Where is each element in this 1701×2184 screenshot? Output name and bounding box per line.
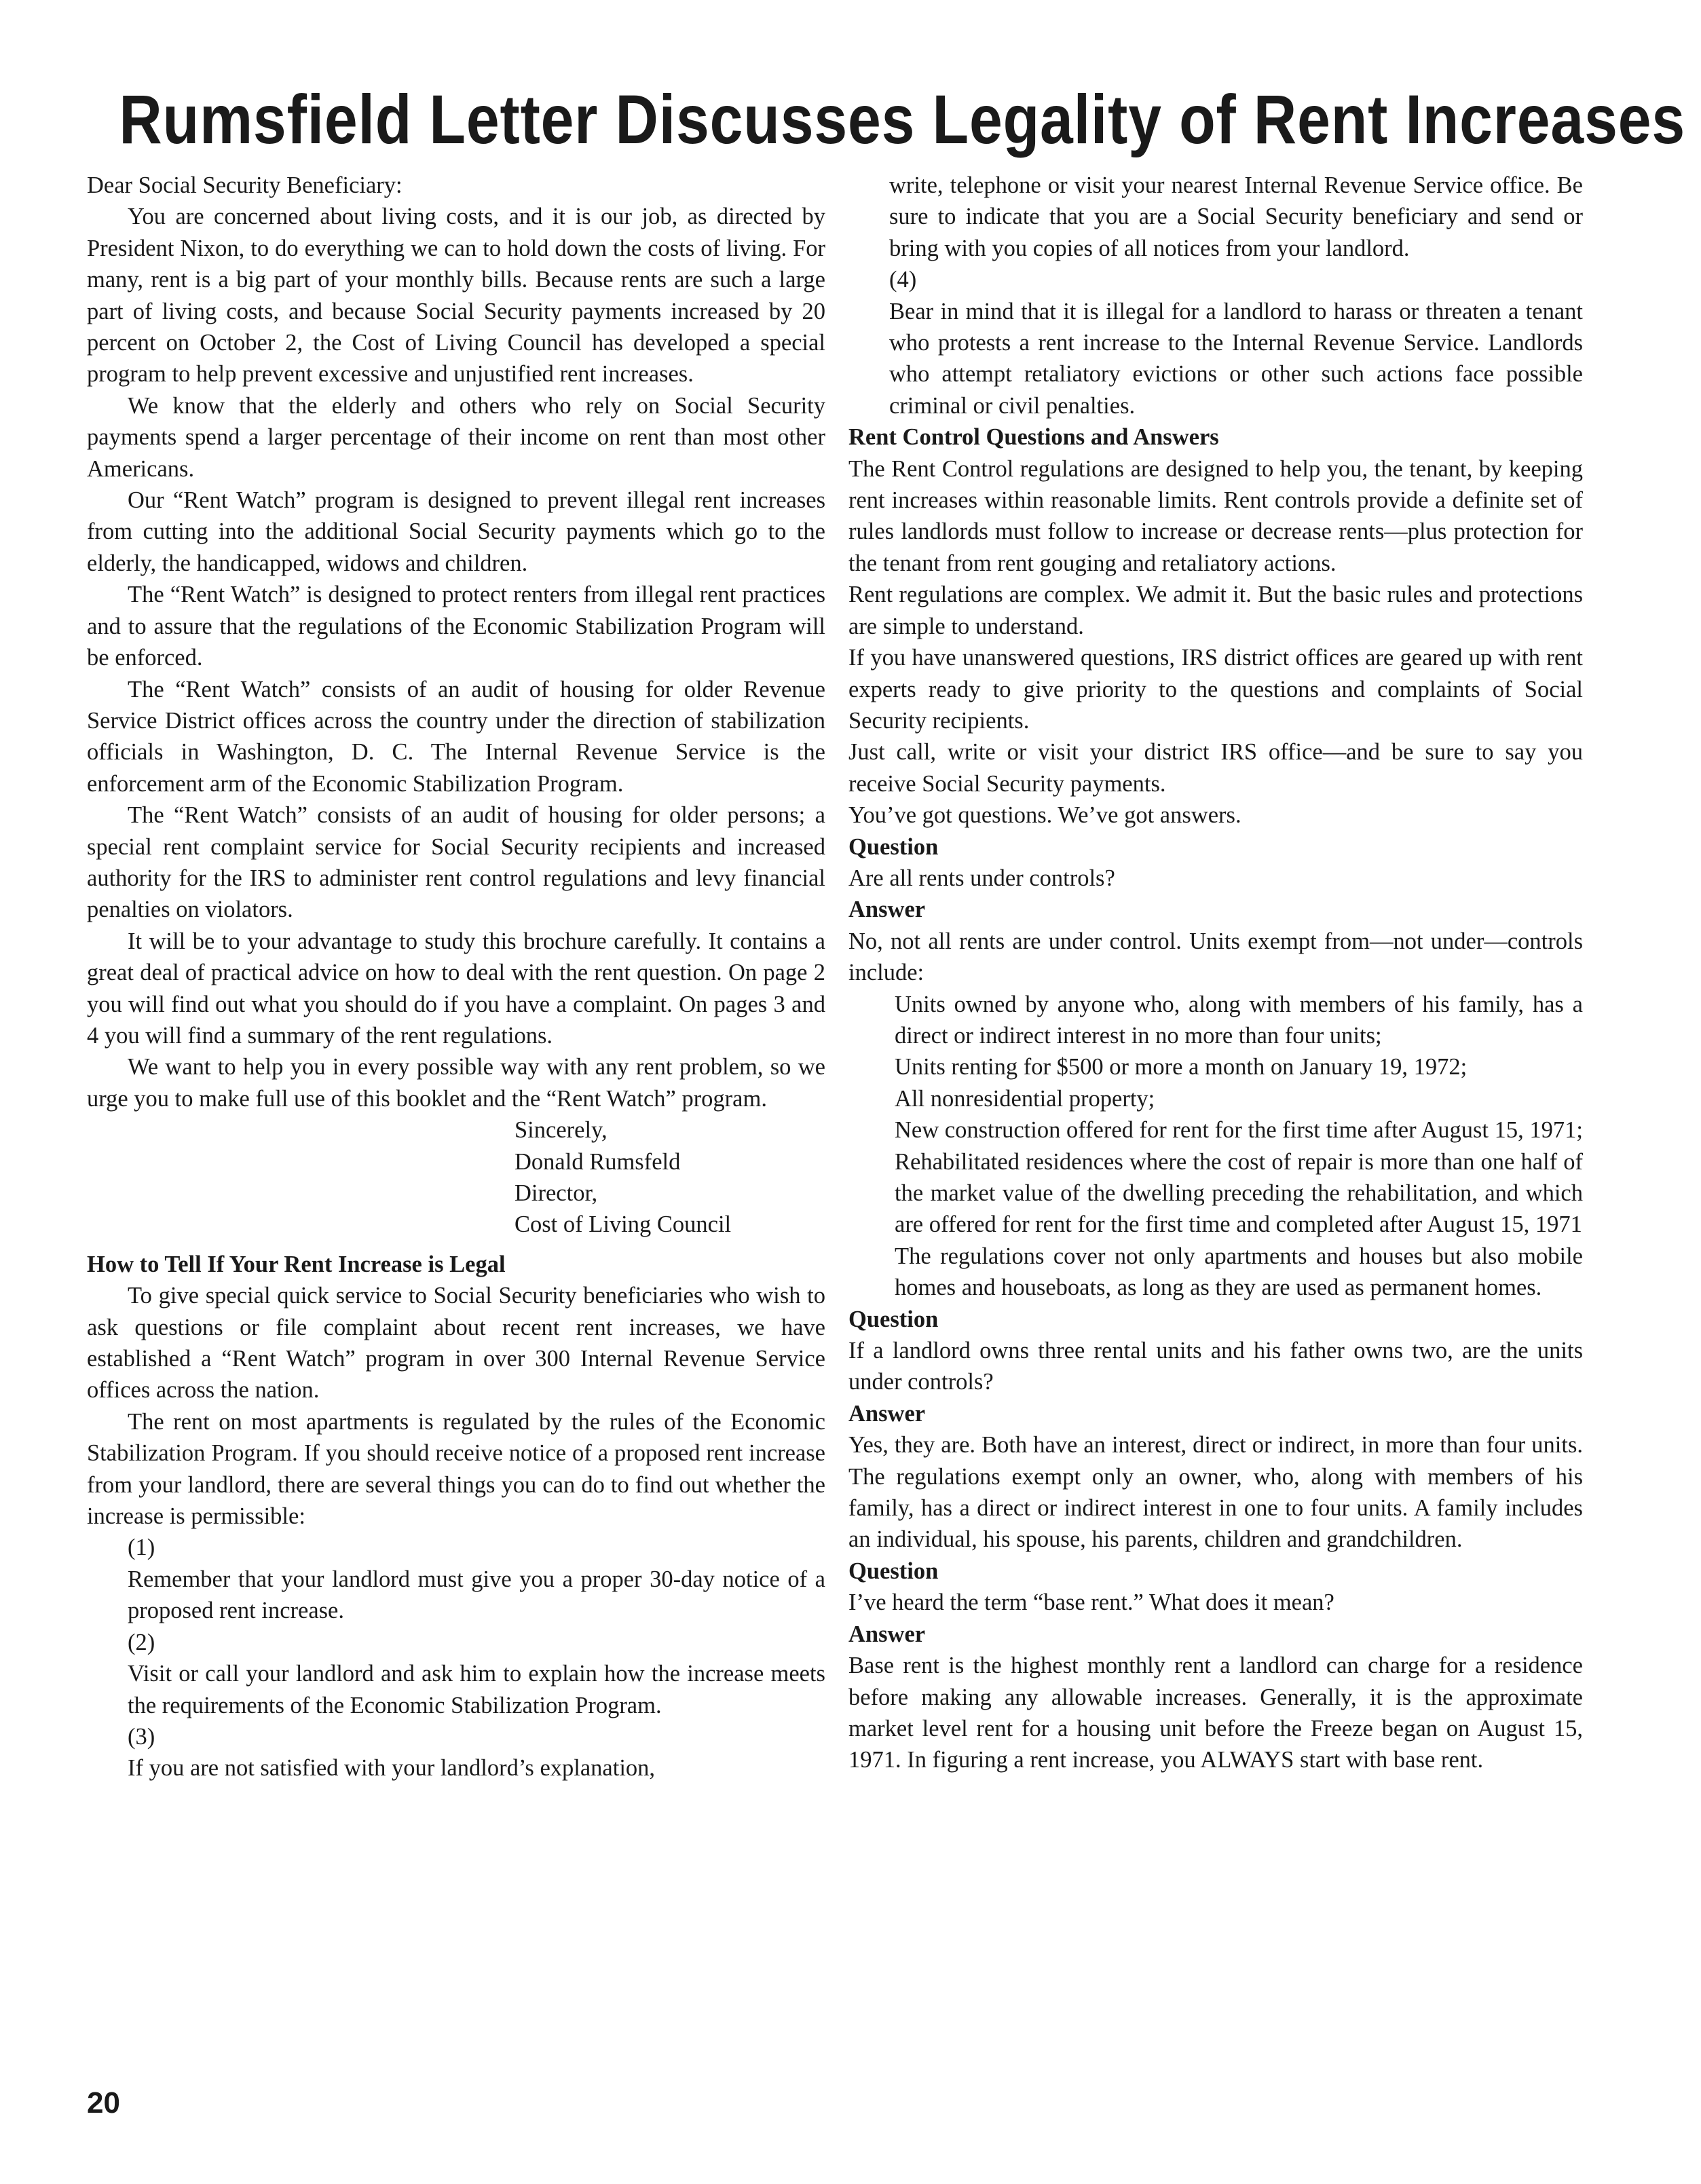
section-paragraph: You’ve got questions. We’ve got answers. [848, 802, 1241, 829]
letter-paragraph: It will be to your advantage to study this brochure carefully. It contains a great deal of practical advice on how to deal with the rent question. On page 2 you will find out what you should do if you have a complaint. On pages 3 and 4 you will find a summary of the rent regulations. [87, 928, 825, 1049]
section-paragraph: The rent on most apartments is regulated by the rules of the Economic Stabilization Program. If you should receive notice of a proposed rent increase from your landlord, there are several things you can do to find out whether the increase is permissible: [87, 1408, 825, 1530]
step-text: Remember that your landlord must give you a proper 30-day notice of a proposed rent increase. [128, 1566, 825, 1624]
section-heading: How to Tell If Your Rent Increase is Legal [87, 1251, 506, 1277]
answer-text: Yes, they are. Both have an interest, direct or indirect, in more than four units. The regulations exempt only an owner, who, along with members of his family, has a direct or indirect interest in one to four units. A family includes an individual, his spouse, his parents, children and grandchildren. [848, 1432, 1583, 1553]
section-paragraph: Just call, write or visit your district IRS office—and be sure to say you receive Social Security payments. [848, 739, 1583, 797]
answer-label: Answer [848, 1621, 926, 1647]
section-paragraph: If you have unanswered questions, IRS district offices are geared up with rent experts ready to give priority to the questions and complaints of Social Security recipients. [848, 645, 1583, 734]
signature-line: Donald Rumsfeld [515, 1148, 681, 1175]
exemption-item: Units owned by anyone who, along with members of his family, has a direct or indirect interest in no more than four units; [895, 991, 1583, 1049]
answer-text: Base rent is the highest monthly rent a landlord can charge for a residence before making any allowable increases. Generally, it is the approximate market level rent for a housing unit before the Freeze began on August 15, 1971. In figuring a rent increase, you ALWAYS start with base rent. [848, 1653, 1583, 1773]
exemption-item: Units renting for $500 or more a month on January 19, 1972; [895, 1054, 1468, 1080]
question-label: Question [848, 1558, 939, 1584]
page-title: Rumsfield Letter Discusses Legality of Rent Increases [119, 81, 1686, 158]
answer-label: Answer [848, 897, 926, 923]
page-number: 20 [87, 2086, 120, 2120]
letter-paragraph: We want to help you in every possible way with any rent problem, so we urge you to make full use of this booklet and the “Rent Watch” program. [87, 1054, 825, 1112]
question-label: Question [848, 833, 939, 860]
question-text: If a landlord owns three rental units and his father owns two, are the units under controls? [848, 1338, 1583, 1395]
question-label: Question [848, 1306, 939, 1332]
question-text: Are all rents under controls? [848, 865, 1115, 891]
section-heading: Rent Control Questions and Answers [848, 424, 1219, 451]
letter-paragraph: The “Rent Watch” is designed to protect renters from illegal rent practices and to assure that the regulations of the Economic Stabilization Program will be enforced. [87, 582, 825, 671]
salutation: Dear Social Security Beneficiary: [87, 172, 403, 198]
step-number: (2) [128, 1629, 155, 1655]
step-number: (3) [128, 1723, 155, 1750]
answer-label: Answer [848, 1400, 926, 1427]
step-text: write, telephone or visit your nearest Internal Revenue Service office. Be sure to indicate that you are a Social Security beneficiary and send or bring with you copies of all notices from your landlord. [889, 172, 1583, 261]
section-paragraph: To give special quick service to Social Security beneficiaries who wish to ask questions or file complaint about recent rent increases, we have established a “Rent Watch” program in over 300 Internal Revenue Service offices across the nation. [87, 1283, 825, 1404]
exemption-item: The regulations cover not only apartments and houses but also mobile homes and houseboats, as long as they are used as permanent homes. [895, 1243, 1583, 1301]
right-column [848, 170, 1583, 1776]
signature-line: Cost of Living Council [515, 1211, 732, 1238]
section-paragraph: Rent regulations are complex. We admit it. But the basic rules and protections are simple to understand. [848, 582, 1583, 639]
letter-paragraph: The “Rent Watch” consists of an audit of housing for older persons; a special rent complaint service for Social Security recipients and increased authority for the IRS to administer rent control regulations and levy financial penalties on violators. [87, 802, 825, 923]
step-text: Bear in mind that it is illegal for a landlord to harass or threaten a tenant who protests a rent increase to the Internal Revenue Service. Landlords who attempt retaliatory evictions or other such actions face possible criminal or civil penalties. [889, 298, 1583, 419]
question-text: I’ve heard the term “base rent.” What does it mean? [848, 1589, 1334, 1616]
letter-paragraph: Our “Rent Watch” program is designed to prevent illegal rent increases from cutting into the additional Social Security payments which go to the elderly, the handicapped, widows and children. [87, 487, 825, 576]
exemption-item: Rehabilitated residences where the cost of repair is more than one half of the market value of the dwelling preceding the rehabilitation, and which are offered for rent for the first time and completed after August 15, 1971 [895, 1148, 1583, 1238]
step-text: If you are not satisfied with your landlord’s explanation, [128, 1755, 656, 1782]
left-column [87, 170, 825, 1784]
signature-line: Director, [515, 1180, 598, 1206]
answer-text: No, not all rents are under control. Units exempt from—not under—controls include: [848, 928, 1583, 986]
section-paragraph: The Rent Control regulations are designed to help you, the tenant, by keeping rent increases within reasonable limits. Rent controls provide a definite set of rules landlords must follow to increase or decrease rents—plus protection for the tenant from rent gouging and retaliatory actions. [848, 455, 1583, 576]
exemption-item: All nonresidential property; [895, 1085, 1155, 1112]
exemption-item: New construction offered for rent for the first time after August 15, 1971; [895, 1117, 1583, 1144]
step-number: (1) [128, 1535, 155, 1561]
signature-line: Sincerely, [515, 1117, 608, 1144]
letter-paragraph: The “Rent Watch” consists of an audit of housing for older Revenue Service District offices across the country under the direction of stabilization officials in Washington, D. C. The Internal Revenue Service is the enforcement arm of the Economic Stabilization Program. [87, 676, 825, 797]
letter-paragraph: You are concerned about living costs, and it is our job, as directed by President Nixon, to do everything we can to hold down the costs of living. For many, rent is a big part of your monthly bills. Because rents are such a large part of living costs, and because Social Security payments increased by 20 percent on October 2, the Cost of Living Council has developed a special program to help prevent excessive and unjustified rent increases. [87, 204, 825, 388]
letter-paragraph: We know that the elderly and others who rely on Social Security payments spend a larger percentage of their income on rent than most other Americans. [87, 392, 825, 482]
step-text: Visit or call your landlord and ask him to explain how the increase meets the requirements of the Economic Stabilization Program. [128, 1661, 825, 1718]
signature-block [87, 1114, 825, 1241]
step-number: (4) [889, 267, 917, 293]
